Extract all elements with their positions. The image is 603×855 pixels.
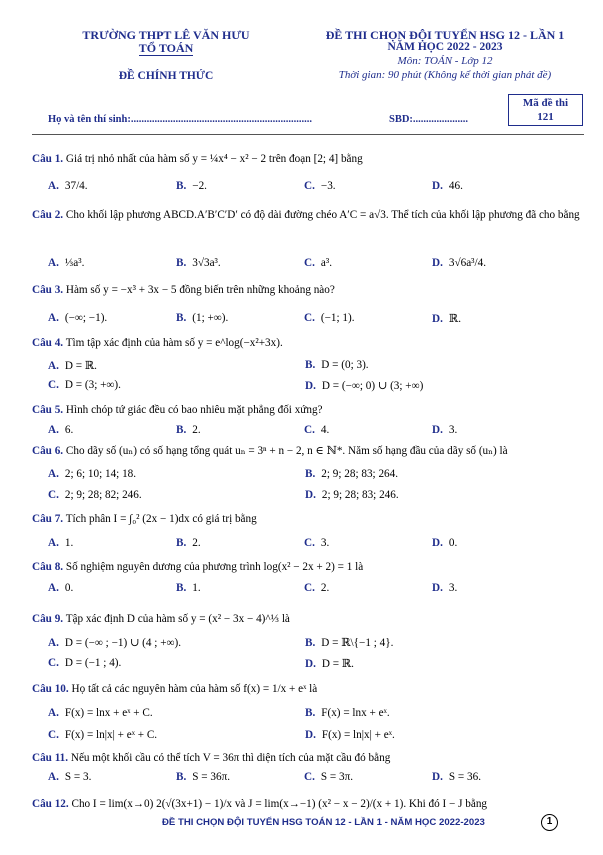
- option-key: A.: [48, 468, 59, 480]
- option-key: C.: [304, 312, 315, 324]
- option-key: C.: [304, 582, 315, 594]
- question-text: Cho I = lim(x→0) 2(√(3x+1) − 1)/x và J = lim(x→−1) (x² − x − 2)/(x + 1). Khi đó I − J bằng: [71, 798, 488, 810]
- option-key: D.: [432, 313, 443, 325]
- question-12: [32, 796, 580, 813]
- option-key: D.: [432, 582, 443, 594]
- option-text: 3.: [320, 537, 330, 549]
- question-label: Câu 4.: [32, 337, 64, 349]
- option-text: 2; 9; 28; 82; 246.: [64, 489, 142, 501]
- option-key: B.: [176, 582, 187, 594]
- option-key: B.: [305, 637, 316, 649]
- question-5: [32, 402, 580, 419]
- q7-option-c[interactable]: [304, 537, 329, 549]
- option-text: a³.: [320, 257, 333, 269]
- q7-option-d[interactable]: [432, 537, 457, 549]
- q6-option-c[interactable]: [48, 489, 142, 501]
- option-key: D.: [305, 658, 316, 670]
- question-text: Cho dãy số (uₙ) có số hạng tổng quát uₙ = 3ⁿ + n − 2, n ∈ ℕ*. Năm số hạng đầu của dãy số (uₙ) là: [65, 445, 508, 457]
- option-text: ⅓a³.: [64, 257, 85, 269]
- option-key: A.: [48, 771, 59, 783]
- option-key: B.: [176, 424, 187, 436]
- option-text: 2; 9; 28; 83; 246.: [321, 489, 399, 501]
- option-text: D = ℝ\{−1 ; 4}.: [321, 637, 394, 649]
- option-text: 1.: [192, 582, 201, 594]
- q8-option-c[interactable]: [304, 582, 329, 594]
- option-key: D.: [305, 380, 316, 392]
- question-2: [32, 206, 580, 224]
- option-key: A.: [48, 637, 59, 649]
- option-key: D.: [432, 257, 443, 269]
- option-key: C.: [48, 729, 59, 741]
- option-key: A.: [48, 582, 59, 594]
- q9-option-b[interactable]: [305, 636, 393, 649]
- q8-option-b[interactable]: [176, 582, 201, 594]
- q2-option-b[interactable]: [176, 257, 221, 269]
- school-name: TRƯỜNG THPT LÊ VĂN HƯU: [82, 28, 250, 42]
- q4-option-a[interactable]: [48, 359, 97, 372]
- question-text: Giá trị nhỏ nhất của hàm số y = ¼x⁴ − x² − 2 trên đoạn [2; 4] bằng: [65, 153, 363, 165]
- option-text: 2; 9; 28; 83; 264.: [321, 468, 399, 480]
- option-text: 2.: [192, 424, 201, 436]
- question-11: [32, 750, 580, 767]
- option-text: −2.: [192, 180, 207, 192]
- header-separator: [32, 134, 584, 135]
- option-key: D.: [432, 180, 443, 192]
- option-text: F(x) = lnx + eˣ + C.: [64, 707, 153, 719]
- q5-option-b[interactable]: [176, 424, 201, 436]
- q5-option-a[interactable]: [48, 424, 73, 436]
- option-text: ℝ.: [448, 313, 461, 325]
- question-label: Câu 11.: [32, 752, 69, 764]
- option-key: B.: [305, 707, 316, 719]
- option-text: 3√3a³.: [192, 257, 221, 269]
- option-key: B.: [176, 771, 187, 783]
- question-7: [32, 511, 580, 528]
- q9-option-a[interactable]: [48, 636, 181, 649]
- q9-option-c[interactable]: [48, 657, 121, 669]
- option-text: D = ℝ.: [321, 658, 354, 670]
- question-label: Câu 2.: [32, 209, 64, 221]
- q8-option-d[interactable]: [432, 582, 457, 594]
- q1-option-c[interactable]: [304, 180, 336, 192]
- question-text: Tập xác định D của hàm số y = (x² − 3x − 4)^⅓ là: [65, 613, 290, 625]
- option-key: A.: [48, 424, 59, 436]
- q8-option-a[interactable]: [48, 582, 73, 594]
- q10-option-a[interactable]: [48, 707, 153, 719]
- option-key: C.: [304, 537, 315, 549]
- question-label: Câu 1.: [32, 153, 64, 165]
- option-key: C.: [304, 771, 315, 783]
- option-key: B.: [305, 468, 316, 480]
- q11-option-a[interactable]: [48, 771, 91, 783]
- option-key: B.: [176, 180, 187, 192]
- q7-option-a[interactable]: [48, 537, 73, 549]
- option-text: 6.: [64, 424, 74, 436]
- option-text: S = 36π.: [192, 771, 231, 783]
- option-text: 2.: [192, 537, 201, 549]
- option-text: (−1; 1).: [320, 312, 355, 324]
- option-key: B.: [176, 257, 187, 269]
- option-text: F(x) = ln|x| + eˣ.: [321, 729, 395, 741]
- option-text: −3.: [320, 180, 336, 192]
- question-text: Tìm tập xác định của hàm số y = e^log(−x²+3x).: [65, 337, 283, 349]
- option-key: B.: [305, 359, 316, 371]
- q10-option-d[interactable]: [305, 729, 395, 741]
- option-key: D.: [305, 489, 316, 501]
- question-1: [32, 151, 580, 168]
- option-text: 2; 6; 10; 14; 18.: [64, 468, 137, 480]
- q9-option-d[interactable]: [305, 657, 354, 670]
- q11-option-c[interactable]: [304, 771, 353, 783]
- option-key: C.: [48, 657, 59, 669]
- option-key: C.: [304, 180, 315, 192]
- q3-option-b[interactable]: [176, 312, 228, 324]
- option-key: D.: [305, 729, 316, 741]
- q2-option-c[interactable]: [304, 257, 332, 269]
- q3-option-c[interactable]: [304, 312, 355, 324]
- option-key: A.: [48, 360, 59, 372]
- question-4: [32, 335, 580, 352]
- q3-option-a[interactable]: [48, 312, 107, 324]
- option-text: 0.: [448, 537, 458, 549]
- question-label: Câu 12.: [32, 798, 69, 810]
- q6-option-a[interactable]: [48, 468, 136, 480]
- question-label: Câu 5.: [32, 404, 64, 416]
- question-label: Câu 10.: [32, 683, 69, 695]
- question-label: Câu 9.: [32, 613, 64, 625]
- q7-option-b[interactable]: [176, 537, 201, 549]
- question-text: Hình chóp tứ giác đều có bao nhiêu mặt phẳng đối xứng?: [65, 404, 323, 416]
- option-key: C.: [48, 379, 59, 391]
- option-text: F(x) = ln|x| + eˣ + C.: [64, 729, 158, 741]
- exam-code-value: 121: [537, 111, 554, 123]
- question-label: Câu 7.: [32, 513, 64, 525]
- q5-option-c[interactable]: [304, 424, 329, 436]
- option-key: A.: [48, 180, 59, 192]
- option-text: 4.: [320, 424, 330, 436]
- option-key: D.: [432, 537, 443, 549]
- option-key: B.: [176, 312, 187, 324]
- department-name: [40, 41, 292, 56]
- option-text: D = (0; 3).: [321, 359, 369, 371]
- option-key: B.: [176, 537, 187, 549]
- option-text: 46.: [448, 180, 463, 192]
- exam-code-box: [508, 94, 583, 126]
- option-key: A.: [48, 537, 59, 549]
- question-text: Nếu một khối cầu có thể tích V = 36π thì diện tích của mặt cầu đó bằng: [70, 752, 391, 764]
- option-text: 37/4.: [64, 180, 88, 192]
- option-key: D.: [432, 424, 443, 436]
- option-text: F(x) = lnx + eˣ.: [321, 707, 390, 719]
- q10-option-c[interactable]: [48, 729, 157, 741]
- q5-option-d[interactable]: [432, 424, 457, 436]
- option-key: C.: [48, 489, 59, 501]
- question-text: Tích phân I = ∫₀² (2x − 1)dx có giá trị bằng: [65, 513, 257, 525]
- page-footer: ĐỀ THI CHỌN ĐỘI TUYỂN HSG TOÁN 12 - LẦN 1 - NĂM HỌC 2022-2023: [162, 817, 485, 828]
- q2-option-d[interactable]: [432, 257, 486, 269]
- q4-option-c[interactable]: [48, 379, 121, 391]
- question-label: Câu 3.: [32, 284, 64, 296]
- question-8: [32, 559, 580, 576]
- q4-option-b[interactable]: [305, 359, 369, 371]
- candidate-name-field: Họ và tên thí sinh:.....................................................................: [48, 114, 312, 125]
- q6-option-b[interactable]: [305, 468, 398, 480]
- question-9: [32, 611, 580, 628]
- option-text: 0.: [64, 582, 74, 594]
- option-text: 2.: [320, 582, 330, 594]
- option-text: D = (−∞ ; −1) ∪ (4 ; +∞).: [64, 637, 182, 649]
- q4-option-d[interactable]: [305, 379, 423, 392]
- exam-code-label: Mã đề thi: [522, 97, 569, 109]
- option-text: (1; +∞).: [192, 312, 229, 324]
- question-text: Họ tất cả các nguyên hàm của hàm số f(x) = 1/x + eˣ là: [71, 683, 318, 695]
- option-text: D = ℝ.: [64, 360, 97, 372]
- candidate-sbd-field: SBD:.....................: [389, 114, 469, 125]
- option-key: A.: [48, 312, 59, 324]
- question-label: Câu 8.: [32, 561, 64, 573]
- option-text: S = 3.: [64, 771, 92, 783]
- option-text: (−∞; −1).: [64, 312, 108, 324]
- question-text: Số nghiệm nguyên dương của phương trình log(x² − 2x + 2) = 1 là: [65, 561, 364, 573]
- question-text: Hàm số y = −x³ + 3x − 5 đồng biến trên những khoảng nào?: [65, 284, 335, 296]
- option-key: A.: [48, 257, 59, 269]
- option-text: 3.: [448, 582, 458, 594]
- question-6: [32, 443, 580, 460]
- question-10: [32, 681, 580, 698]
- option-text: D = (−1 ; 4).: [64, 657, 122, 669]
- q11-option-b[interactable]: [176, 771, 230, 783]
- option-text: S = 36.: [448, 771, 482, 783]
- option-key: D.: [432, 771, 443, 783]
- option-text: 3.: [448, 424, 458, 436]
- exam-time: Thời gian: 90 phút (Không kể thời gian phát đề): [338, 69, 552, 81]
- q6-option-d[interactable]: [305, 489, 399, 501]
- q11-option-d[interactable]: [432, 771, 481, 783]
- department-text: TỔ TOÁN: [138, 41, 194, 55]
- question-label: Câu 6.: [32, 445, 64, 457]
- question-text: Cho khối lập phương ABCD.A′B′C′D′ có độ dài đường chéo A′C = a√3. Thể tích của khối lập phương đã cho bằng: [65, 209, 580, 221]
- option-text: 3√6a³/4.: [448, 257, 487, 269]
- page-number: 1: [541, 814, 558, 831]
- option-key: C.: [304, 424, 315, 436]
- question-3: [32, 282, 580, 299]
- school-year: NĂM HỌC 2022 - 2023: [387, 41, 503, 53]
- q3-option-d[interactable]: [432, 312, 461, 325]
- q10-option-b[interactable]: [305, 707, 390, 719]
- q1-option-a[interactable]: [48, 180, 88, 192]
- option-text: D = (3; +∞).: [64, 379, 121, 391]
- q2-option-a[interactable]: [48, 257, 84, 269]
- q1-option-b[interactable]: [176, 180, 207, 192]
- exam-title: ĐỀ THI CHỌN ĐỘI TUYỂN HSG 12 - LẦN 1: [325, 28, 565, 42]
- option-key: C.: [304, 257, 315, 269]
- q1-option-d[interactable]: [432, 180, 463, 192]
- option-text: S = 3π.: [320, 771, 354, 783]
- subject: Môn: TOÁN - Lớp 12: [397, 55, 493, 67]
- official-label: ĐỀ CHÍNH THỨC: [118, 70, 214, 82]
- option-text: 1.: [64, 537, 74, 549]
- option-text: D = (−∞; 0) ∪ (3; +∞): [321, 380, 424, 392]
- option-key: A.: [48, 707, 59, 719]
